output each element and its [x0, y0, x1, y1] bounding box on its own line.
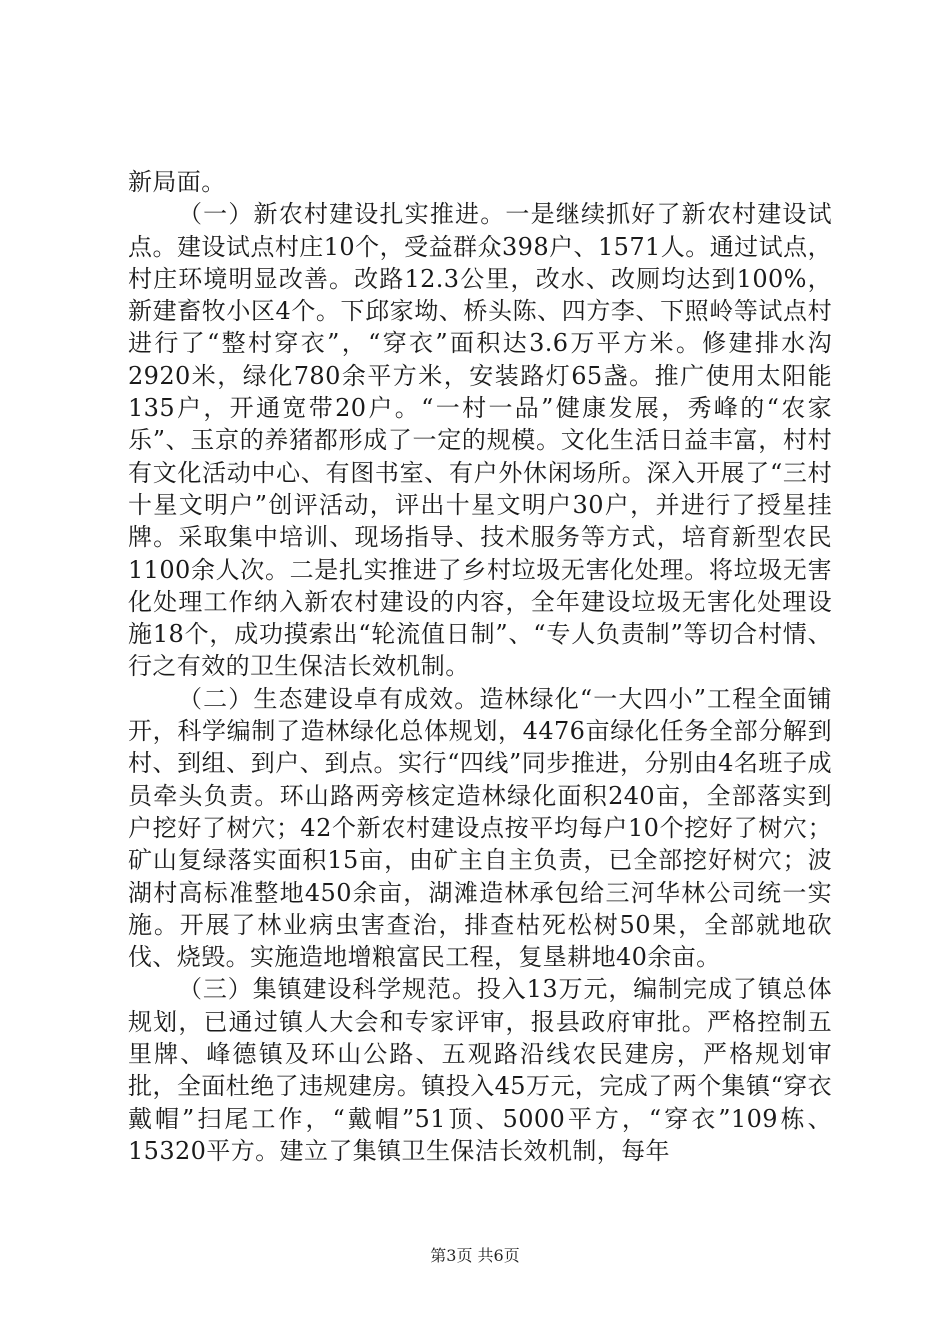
document-body	[128, 166, 832, 1167]
paragraph-new-rural-construction: （一）新农村建设扎实推进。一是继续抓好了新农村建设试点。建设试点村庄10个，受益群众398户、1571人。通过试点，村庄环境明显改善。改路12.3公里，改水、改厕均达到100%，新建畜牧小区4个。下邱家坳、桥头陈、四方李、下照岭等试点村进行了“整村穿衣”，“穿衣”面积达3.6万平方米。修建排水沟2920米，绿化780余平方米，安装路灯65盏。推广使用太阳能135户，开通宽带20户。“一村一品”健康发展，秀峰的“农家乐”、玉京的养猪都形成了一定的规模。文化生活日益丰富，村村有文化活动中心、有图书室、有户外休闲场所。深入开展了“三村十星文明户”创评活动，评出十星文明户30户，并进行了授星挂牌。采取集中培训、现场指导、技术服务等方式，培育新型农民1100余人次。二是扎实推进了乡村垃圾无害化处理。将垃圾无害化处理工作纳入新农村建设的内容，全年建设垃圾无害化处理设施18个，成功摸索出“轮流值日制”、“专人负责制”等切合村情、行之有效的卫生保洁长效机制。	[128, 200, 832, 681]
page-number-footer: 第3页 共6页	[430, 1246, 520, 1265]
paragraph-town-construction: （三）集镇建设科学规范。投入13万元，编制完成了镇总体规划，已通过镇人大会和专家评审，报县政府审批。严格控制五里牌、峰德镇及环山公路、五观路沿线农民建房，严格规划审批，全面杜绝了违规建房。镇投入45万元，完成了两个集镇“穿衣戴帽”扫尾工作，“戴帽”51顶、5000平方，“穿衣”109栋、15320平方。建立了集镇卫生保洁长效机制，每年	[128, 975, 832, 1165]
paragraph-continuation: 新局面。	[128, 168, 226, 196]
paragraph-ecological-construction: （二）生态建设卓有成效。造林绿化“一大四小”工程全面铺开，科学编制了造林绿化总体规划，4476亩绿化任务全部分解到村、到组、到户、到点。实行“四线”同步推进，分别由4名班子成员牵头负责。环山路两旁核定造林绿化面积240亩，全部落实到户挖好了树穴；42个新农村建设点按平均每户10个挖好了树穴；矿山复绿落实面积15亩，由矿主自主负责，已全部挖好树穴；波湖村高标准整地450余亩，湖滩造林承包给三河华林公司统一实施。开展了林业病虫害查治，排查枯死松树50果，全部就地砍伐、烧毁。实施造地增粮富民工程，复垦耕地40余亩。	[128, 684, 832, 972]
